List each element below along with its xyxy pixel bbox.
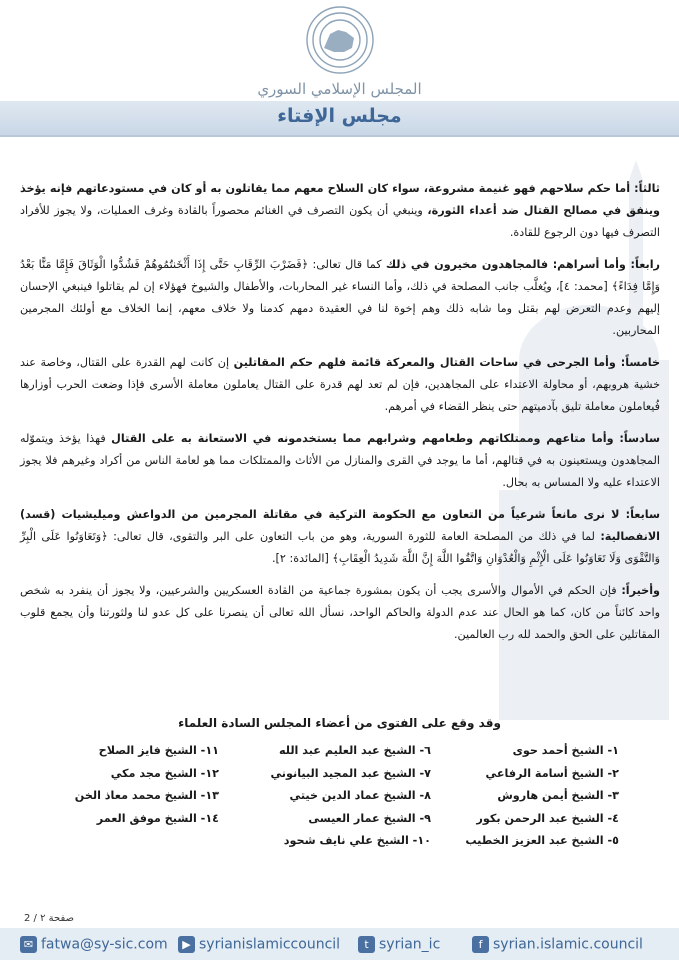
fatwa-body xyxy=(20,178,660,656)
signatory: ٧- الشيخ عبد المجيد البيانوني xyxy=(270,766,431,780)
header-divider xyxy=(0,135,679,137)
facebook-icon: f xyxy=(472,936,489,953)
paragraph-lead: سابعاً: لا نرى مانعاً شرعياً من التعاون مع الحكومة التركية في مقاتلة المجرمين من الدواعش وميليشيات (قسد) الانفصالية: xyxy=(20,508,660,543)
signatory: ٢- الشيخ أسامة الرفاعي xyxy=(485,766,619,780)
paragraph-text: لما في ذلك من المصلحة العامة للثورة السورية، وهو من باب التعاون على البر والتقوى، قال تعالى: ﴿وَتَعَاوَنُوا عَلَى الْبِرِّ وَالتَّقْوَى وَلَا تَعَاوَنُوا عَلَى الْإِثْمِ وَالْعُدْوَانِ وَاتَّقُوا اللَّهَ إِنَّ اللَّهَ شَدِيدُ الْعِقَابِ﴾ [المائدة: ٢]. xyxy=(20,530,660,565)
twitter-text: syrian_ic xyxy=(379,936,441,953)
paragraph-fourth xyxy=(20,254,660,342)
signatory: ٥- الشيخ عبد العزيز الخطيب xyxy=(465,834,619,847)
paragraph-text: فهذا يؤخذ ويتموّله المجاهدون ويستعينون به في قتالهم، أما ما يوجد في القرى والمنازل من الأثاث والممتلكات مما هو لعامة الناس من أكراد وغيرهم فلا يجوز الاعتداء عليه ولا المساس به بحال. xyxy=(20,432,660,489)
organization-name: المجلس الإسلامي السوري xyxy=(257,80,422,98)
signatory: ١- الشيخ أحمد حوى xyxy=(512,744,619,757)
facebook-text: syrian.islamic.council xyxy=(493,936,643,953)
section-title: مجلس الإفتاء xyxy=(277,105,402,127)
signatories-column-3 xyxy=(75,740,219,830)
paragraph-seventh xyxy=(20,504,660,570)
signatory: ٨- الشيخ عماد الدين خيتي xyxy=(289,789,431,802)
signatory: ١٠- الشيخ علي نايف شحود xyxy=(283,834,431,847)
contact-footer xyxy=(0,928,679,960)
youtube-link[interactable] xyxy=(178,936,340,953)
email-link[interactable] xyxy=(20,936,168,953)
twitter-link[interactable] xyxy=(358,936,440,953)
signatory: ٤- الشيخ عبد الرحمن بكور xyxy=(476,811,619,825)
email-text: fatwa@sy-sic.com xyxy=(41,936,168,953)
signatory: ١٤- الشيخ موفق العمر xyxy=(96,811,219,825)
signatory: ١٢- الشيخ مجد مكي xyxy=(110,766,219,780)
paragraph-lead: سادساً: وأما متاعهم وممتلكاتهم وطعامهم وشرابهم مما يستخدمونه في الاستعانة به على القتال xyxy=(111,432,660,445)
paragraph-text: كما قال تعالى: ﴿فَضَرْبَ الرِّقَابِ حَتَّى إِذَا أَثْخَنتُمُوهُمْ فَشُدُّوا الْوَثَاقَ فَإِمَّا مَنًّا بَعْدُ وَإِمَّا فِدَاءً﴾ [محمد: ٤]، ويُغلَّب جانب المصلحة في ذلك، وأما النساء غير المحاربات، والأطفال والشيوخ فهؤلاء إن لم يقاتلوا فينبغي الإحسان إليهم وعدم التعرض لهم بقتل وما شابه ذلك وهم إخوة لنا في العقيدة دمهم كدمنا ولا خلاف معهم، إنما الخلاف مع أولئك المجرمين المحاربين. xyxy=(20,258,660,337)
youtube-icon: ▶ xyxy=(178,936,195,953)
page-number: صفحة ٢ / 2 xyxy=(24,913,75,924)
signatory: ١١- الشيخ فايز الصلاح xyxy=(98,744,219,757)
envelope-icon: ✉ xyxy=(20,936,37,953)
paragraph-lead: وأخيراً: xyxy=(621,584,660,597)
paragraph-lead: خامساً: وأما الجرحى في ساحات القتال والمعركة قائمة فلهم حكم المقاتلين xyxy=(233,356,661,369)
paragraph-finally xyxy=(20,580,660,646)
paragraph-text: فإن الحكم في الأموال والأسرى يجب أن يكون بمشورة جماعية من القادة العسكريين والشرعيين، ولا يجوز أن ينفرد به شخص واحد كائناً من كان، كما هو الحال عند عدم الدولة والحاكم الواحد، نسأل الله تعالى أن ينصرنا على كل عدو لنا ولثورتنا وأن يجمع قلوب المقاتلين على الحق والحمد لله رب العالمين. xyxy=(20,584,660,641)
facebook-link[interactable] xyxy=(472,936,643,953)
paragraph-third xyxy=(20,178,660,244)
youtube-text: syrianislamiccouncil xyxy=(199,936,341,953)
paragraph-sixth xyxy=(20,428,660,494)
signatories-heading: وقد وقع على الفتوى من أعضاء المجلس السادة العلماء xyxy=(178,716,501,730)
signatory: ١٣- الشيخ محمد معاذ الخن xyxy=(74,789,219,802)
signatory: ٦- الشيخ عبد العليم عبد الله xyxy=(279,744,431,757)
letterhead xyxy=(0,0,679,150)
signatory: ٩- الشيخ عمار العيسى xyxy=(308,811,431,825)
council-logo xyxy=(286,4,394,76)
paragraph-lead: رابعاً: وأما أسراهم: فالمجاهدون مخيرون في ذلك xyxy=(385,258,660,271)
signatories-column-1 xyxy=(465,740,619,853)
twitter-icon: t xyxy=(358,936,375,953)
paragraph-lead: ثالثاً: أما حكم سلاحهم فهو غنيمة مشروعة، سواء كان السلاح معهم مما يقاتلون به أو كان في مستودعاتهم فإنه يؤخذ وينفق في مصالح القتال ضد أعداء الثورة، xyxy=(20,182,660,217)
paragraph-text: وينبغي أن يكون التصرف في الغنائم محصوراً بالقادة وغرف العمليات، ولا يجوز للأفراد التصرف فيها دون الرجوع للقادة. xyxy=(20,204,660,239)
signatory: ٣- الشيخ أيمن هاروش xyxy=(497,789,619,802)
paragraph-fifth xyxy=(20,352,660,418)
signatories-column-2 xyxy=(270,740,431,853)
paragraph-text: إن كانت لهم القدرة على القتال، وخاصة عند خشية هروبهم، أو محاولة الاعتداء على المجاهدين، فإن لم تعد لهم قدرة على القتال يعاملون معاملة الأسرى فإذا وضعت الحرب أوزارها فُيعاملون معاملة تليق بآدميتهم حتى ينظر القضاء في أمرهم. xyxy=(20,356,660,413)
